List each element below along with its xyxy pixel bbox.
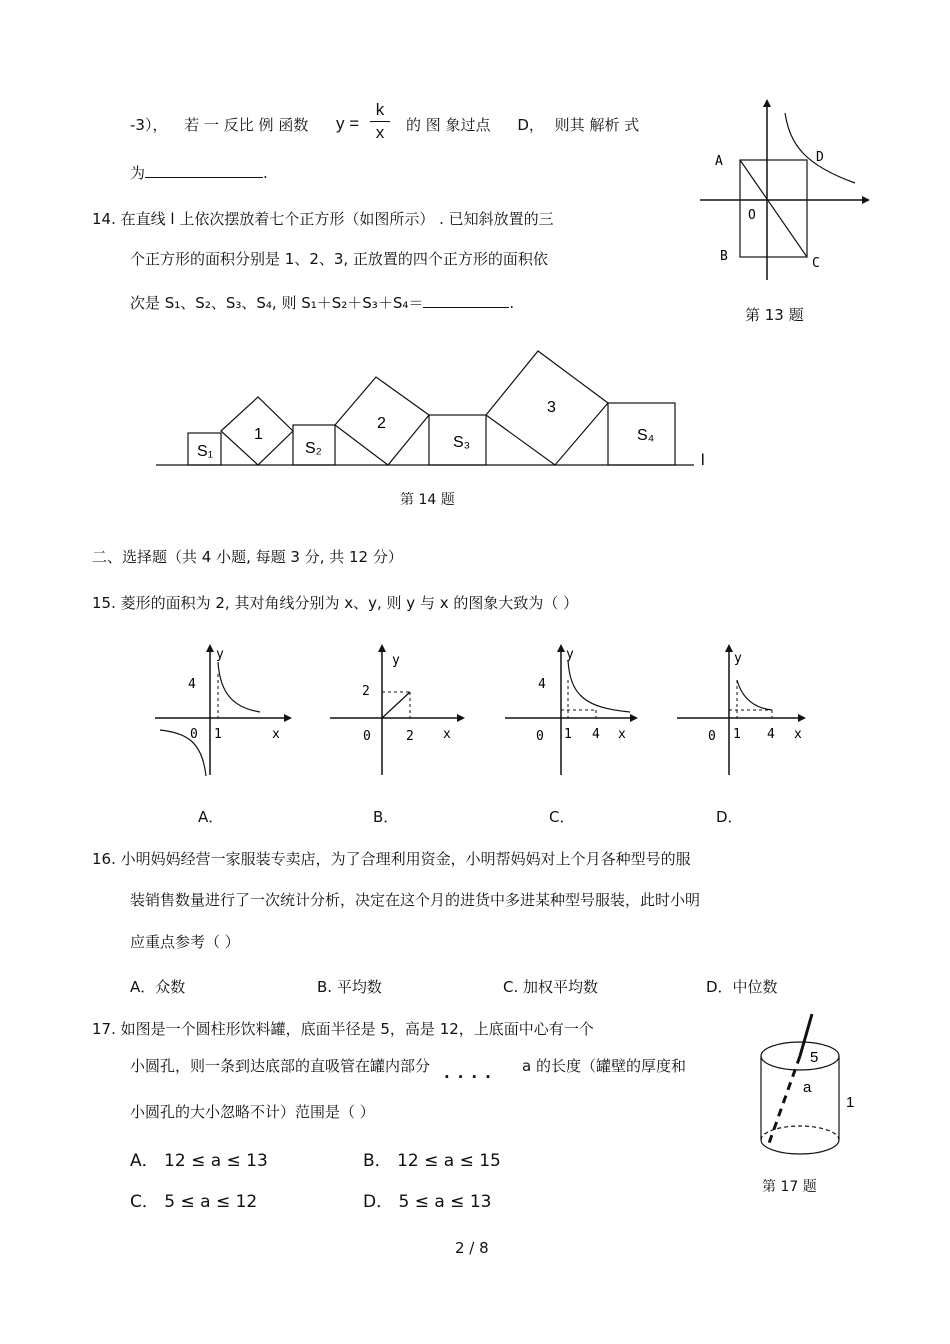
q15d-label-o: 0 [708,729,716,744]
q14-line3-period: . [509,294,515,312]
q15d-label-4x: 4 [767,727,775,742]
q14-label-l: l [701,452,705,469]
q15c-x-arrow-icon [630,714,638,722]
q14-fig-caption: 第 14 题 [400,492,455,508]
q13-answer-blank [145,163,263,178]
q15c-label-1: 1 [564,727,572,742]
q16-option-a: A．众数 [130,978,186,996]
q13-text-c: 的 图 象过点 [406,116,491,134]
q13-label-o: O [748,208,756,223]
q15a-curve-q1 [218,662,260,712]
q16-line1: 16. 小明妈妈经营一家服装专卖店，为了合理利用资金，小明帮妈妈对上个月各种型号的服 [92,850,691,868]
q17-option-b: B． 12 ≤ a ≤ 15 [363,1151,501,1171]
q13-hyperbola [785,113,855,183]
q17-label-a: a [803,1079,812,1096]
q17-option-c: C． 5 ≤ a ≤ 12 [130,1192,258,1212]
q13-x-arrow-icon [862,196,870,204]
q17-line2a: 小圆孔，则一条到达底部的直吸管在罐内部分 [130,1057,431,1075]
q15-graph-d [672,640,822,780]
q15b-label-2x: 2 [406,729,414,744]
q15b-line [382,692,410,718]
q15c-label-4x: 4 [592,727,600,742]
q15d-x-arrow-icon [798,714,806,722]
q15c-label-4y: 4 [538,677,546,692]
q14-line3-text: 次是 S₁、S₂、S₃、S₄, 则 S₁＋S₂＋S₃＋S₄＝ [130,294,424,312]
q13-fig-caption: 第 13 题 [745,306,804,324]
q15a-y-arrow-icon [206,644,214,652]
page-number: 2 / 8 [455,1239,489,1257]
q15b-label-o: 0 [363,729,371,744]
q15d-curve [737,680,772,710]
q15b-label-x: x [443,727,451,742]
q13-formula-lhs: y = [336,114,360,133]
q13-label-a: A [715,154,723,169]
q14-label-1: 1 [254,426,263,443]
q13-line2-period: . [263,164,268,182]
q13-text-d: D， [517,116,544,134]
q17-option-a: A． 12 ≤ a ≤ 13 [130,1151,268,1171]
q15d-label-1: 1 [733,727,741,742]
q13-text-e: 则其 解析 式 [554,116,640,134]
q14-label-s2: S₂ [305,440,322,457]
q15a-label-y: y [216,647,224,662]
q15a-x-arrow-icon [284,714,292,722]
q15a-label-o: 0 [190,727,198,742]
q14-label-3: 3 [547,399,556,416]
q17-line1: 17. 如图是一个圆柱形饮料罐，底面半径是 5，高是 12，上底面中心有一个 [92,1020,594,1038]
q13-line2-text: 为 [130,164,146,182]
q16-option-c: C. 加权平均数 [503,978,599,996]
q17-bottom-back [761,1126,839,1140]
q15-graph-a [150,640,300,780]
q14-answer-blank [423,293,509,308]
q15b-label-y: y [392,653,400,668]
section2-heading: 二、选择题（共 4 小题, 每题 3 分, 共 12 分） [92,548,403,566]
q17-label-5: 5 [810,1049,819,1066]
q13-formula-fraction [370,100,390,143]
q16-line2: 装销售数量进行了一次统计分析，决定在这个月的进货中多进某种型号服装，此时小明 [130,891,701,909]
q14-label-2: 2 [377,415,386,432]
q15d-label-x: x [794,727,802,742]
q14-line3 [130,292,514,313]
q16-option-d: D．中位数 [706,978,778,996]
q15b-x-arrow-icon [457,714,465,722]
q15c-label-x: x [618,727,626,742]
q15-option-d: D． [716,808,743,826]
q17-emphasis-dots: .... [444,1064,499,1082]
q15a-label-4: 4 [188,677,196,692]
q13-label-d: D [816,150,824,165]
q15-option-a: A． [198,808,224,826]
q17-cylinder-figure [750,1010,860,1170]
q14-line1: 14. 在直线 l 上依次摆放着七个正方形（如图所示） . 已知斜放置的三 [92,210,554,228]
q13-label-b: B [720,249,728,264]
q16-line3: 应重点参考（ ） [130,933,240,951]
q14-figure [150,345,730,475]
q16-option-b: B. 平均数 [317,978,382,996]
q15-graph-b [325,640,475,780]
q15-graph-c [500,640,650,780]
q14-label-s1: S₁ [197,443,214,460]
q13-label-c: C [812,256,820,271]
q15c-curve [568,660,630,712]
q13-formula-denominator: x [375,123,385,142]
q15c-label-o: 0 [536,729,544,744]
q15a-label-1: 1 [214,727,222,742]
q13-y-arrow-icon [763,99,771,107]
q17-bottom-front [761,1140,839,1154]
q15b-y-arrow-icon [378,644,386,652]
q13-formula-numerator: k [375,100,385,119]
q13-line1 [130,114,308,135]
q17-fig-caption: 第 17 题 [762,1179,817,1195]
q13-line1-rest [406,114,639,135]
q15d-label-y: y [734,651,742,666]
q15c-label-y: y [566,647,574,662]
q13-figure [690,95,870,295]
q14-label-s3: S₃ [453,434,471,451]
q13-text-b: 若 一 反比 例 函数 [184,116,309,134]
q15c-y-arrow-icon [557,644,565,652]
q17-line3: 小圆孔的大小忽略不计）范围是（ ） [130,1103,375,1121]
q15b-label-2y: 2 [362,684,370,699]
q15-option-c: C． [549,808,575,826]
q15a-label-x: x [272,727,280,742]
q17-option-d: D． 5 ≤ a ≤ 13 [363,1192,492,1212]
q13-line2 [130,162,268,183]
q15a-curve-q3 [160,730,206,776]
q15-option-b: B． [373,808,399,826]
q17-straw-inside [768,1056,800,1146]
q14-label-s4: S₄ [637,427,655,444]
q14-line2: 个正方形的面积分别是 1、2、3, 正放置的四个正方形的面积依 [130,250,548,268]
q15-stem: 15. 菱形的面积为 2, 其对角线分别为 x、y, 则 y 与 x 的图象大致为（ ） [92,594,579,612]
q13-text-a: -3）， [130,116,168,134]
q17-line2b: a 的长度（罐壁的厚度和 [522,1057,686,1075]
q17-label-1: 1 [846,1094,855,1111]
q15d-y-arrow-icon [725,644,733,652]
